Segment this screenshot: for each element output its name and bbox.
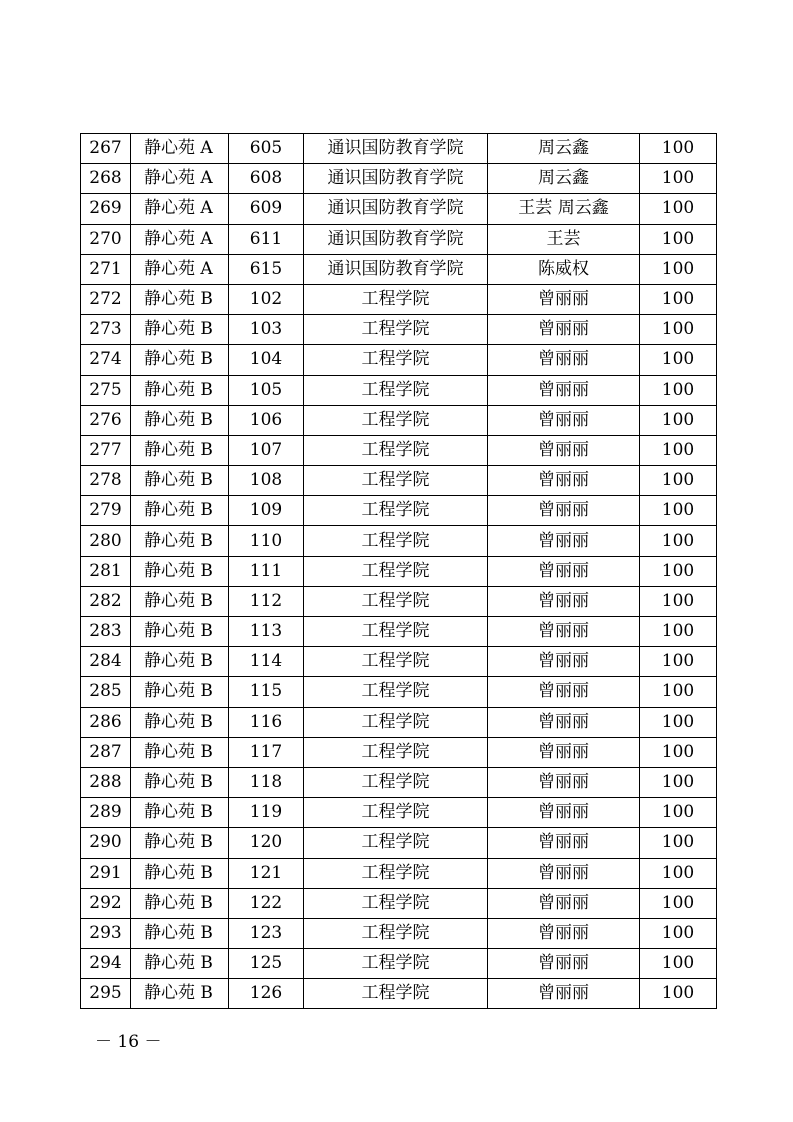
cell-number: 269 xyxy=(81,194,131,224)
cell-score: 100 xyxy=(640,284,717,314)
table-row xyxy=(81,949,717,979)
cell-dormitory: 静心苑 B xyxy=(131,496,229,526)
cell-number: 273 xyxy=(81,315,131,345)
cell-room: 110 xyxy=(229,526,304,556)
cell-college: 工程学院 xyxy=(304,979,488,1009)
cell-score: 100 xyxy=(640,737,717,767)
cell-score: 100 xyxy=(640,888,717,918)
cell-dormitory: 静心苑 B xyxy=(131,526,229,556)
table-row xyxy=(81,194,717,224)
table-row xyxy=(81,164,717,194)
cell-dormitory: 静心苑 B xyxy=(131,617,229,647)
cell-dormitory: 静心苑 B xyxy=(131,828,229,858)
cell-dormitory: 静心苑 B xyxy=(131,435,229,465)
cell-room: 106 xyxy=(229,405,304,435)
table-row xyxy=(81,254,717,284)
cell-college: 工程学院 xyxy=(304,767,488,797)
cell-dormitory: 静心苑 B xyxy=(131,466,229,496)
cell-responsible-person: 曾丽丽 xyxy=(488,677,640,707)
cell-score: 100 xyxy=(640,435,717,465)
cell-number: 280 xyxy=(81,526,131,556)
cell-score: 100 xyxy=(640,315,717,345)
cell-room: 111 xyxy=(229,556,304,586)
cell-college: 工程学院 xyxy=(304,858,488,888)
cell-dormitory: 静心苑 B xyxy=(131,737,229,767)
table-body xyxy=(81,134,717,1009)
table-row xyxy=(81,586,717,616)
cell-responsible-person: 曾丽丽 xyxy=(488,918,640,948)
cell-responsible-person: 曾丽丽 xyxy=(488,375,640,405)
cell-college: 通识国防教育学院 xyxy=(304,224,488,254)
table-row xyxy=(81,345,717,375)
cell-college: 通识国防教育学院 xyxy=(304,254,488,284)
cell-room: 116 xyxy=(229,707,304,737)
cell-responsible-person: 曾丽丽 xyxy=(488,979,640,1009)
cell-room: 615 xyxy=(229,254,304,284)
cell-score: 100 xyxy=(640,828,717,858)
cell-room: 123 xyxy=(229,918,304,948)
cell-college: 工程学院 xyxy=(304,798,488,828)
table-row xyxy=(81,134,717,164)
cell-number: 290 xyxy=(81,828,131,858)
cell-college: 工程学院 xyxy=(304,737,488,767)
table-row xyxy=(81,767,717,797)
cell-responsible-person: 曾丽丽 xyxy=(488,858,640,888)
table-row xyxy=(81,315,717,345)
cell-responsible-person: 曾丽丽 xyxy=(488,556,640,586)
cell-responsible-person: 曾丽丽 xyxy=(488,737,640,767)
cell-number: 279 xyxy=(81,496,131,526)
cell-responsible-person: 曾丽丽 xyxy=(488,345,640,375)
cell-dormitory: 静心苑 B xyxy=(131,918,229,948)
cell-responsible-person: 曾丽丽 xyxy=(488,617,640,647)
cell-responsible-person: 曾丽丽 xyxy=(488,767,640,797)
cell-number: 291 xyxy=(81,858,131,888)
cell-responsible-person: 王芸 xyxy=(488,224,640,254)
cell-score: 100 xyxy=(640,918,717,948)
cell-score: 100 xyxy=(640,858,717,888)
cell-college: 工程学院 xyxy=(304,586,488,616)
cell-room: 122 xyxy=(229,888,304,918)
cell-dormitory: 静心苑 B xyxy=(131,707,229,737)
table-row xyxy=(81,284,717,314)
cell-room: 107 xyxy=(229,435,304,465)
cell-number: 293 xyxy=(81,918,131,948)
cell-number: 289 xyxy=(81,798,131,828)
cell-dormitory: 静心苑 B xyxy=(131,677,229,707)
cell-number: 272 xyxy=(81,284,131,314)
cell-responsible-person: 曾丽丽 xyxy=(488,435,640,465)
cell-score: 100 xyxy=(640,556,717,586)
cell-dormitory: 静心苑 A xyxy=(131,134,229,164)
cell-responsible-person: 曾丽丽 xyxy=(488,284,640,314)
cell-college: 工程学院 xyxy=(304,677,488,707)
cell-dormitory: 静心苑 B xyxy=(131,647,229,677)
table-row xyxy=(81,375,717,405)
table-row xyxy=(81,798,717,828)
cell-room: 605 xyxy=(229,134,304,164)
cell-number: 286 xyxy=(81,707,131,737)
cell-college: 工程学院 xyxy=(304,647,488,677)
table-row xyxy=(81,556,717,586)
cell-score: 100 xyxy=(640,375,717,405)
cell-score: 100 xyxy=(640,224,717,254)
table-row xyxy=(81,737,717,767)
cell-score: 100 xyxy=(640,345,717,375)
cell-number: 292 xyxy=(81,888,131,918)
cell-room: 117 xyxy=(229,737,304,767)
table-row xyxy=(81,435,717,465)
cell-responsible-person: 周云鑫 xyxy=(488,164,640,194)
cell-dormitory: 静心苑 B xyxy=(131,315,229,345)
cell-score: 100 xyxy=(640,134,717,164)
cell-room: 104 xyxy=(229,345,304,375)
table-row xyxy=(81,918,717,948)
cell-room: 112 xyxy=(229,586,304,616)
table-row xyxy=(81,496,717,526)
cell-dormitory: 静心苑 B xyxy=(131,767,229,797)
cell-dormitory: 静心苑 B xyxy=(131,888,229,918)
cell-dormitory: 静心苑 A xyxy=(131,254,229,284)
cell-room: 108 xyxy=(229,466,304,496)
cell-responsible-person: 曾丽丽 xyxy=(488,888,640,918)
cell-score: 100 xyxy=(640,979,717,1009)
cell-dormitory: 静心苑 B xyxy=(131,375,229,405)
cell-college: 工程学院 xyxy=(304,888,488,918)
cell-room: 109 xyxy=(229,496,304,526)
cell-college: 工程学院 xyxy=(304,466,488,496)
cell-room: 120 xyxy=(229,828,304,858)
cell-responsible-person: 曾丽丽 xyxy=(488,526,640,556)
table-row xyxy=(81,617,717,647)
cell-score: 100 xyxy=(640,586,717,616)
cell-room: 118 xyxy=(229,767,304,797)
cell-college: 工程学院 xyxy=(304,375,488,405)
cell-score: 100 xyxy=(640,466,717,496)
table-row xyxy=(81,979,717,1009)
cell-number: 283 xyxy=(81,617,131,647)
cell-number: 281 xyxy=(81,556,131,586)
cell-college: 工程学院 xyxy=(304,918,488,948)
cell-college: 工程学院 xyxy=(304,435,488,465)
cell-score: 100 xyxy=(640,617,717,647)
cell-room: 115 xyxy=(229,677,304,707)
cell-score: 100 xyxy=(640,677,717,707)
cell-college: 工程学院 xyxy=(304,949,488,979)
cell-score: 100 xyxy=(640,767,717,797)
cell-college: 工程学院 xyxy=(304,315,488,345)
cell-score: 100 xyxy=(640,194,717,224)
cell-number: 276 xyxy=(81,405,131,435)
table-row xyxy=(81,647,717,677)
cell-room: 113 xyxy=(229,617,304,647)
cell-college: 工程学院 xyxy=(304,284,488,314)
table-row xyxy=(81,224,717,254)
cell-dormitory: 静心苑 B xyxy=(131,345,229,375)
cell-dormitory: 静心苑 B xyxy=(131,586,229,616)
table-row xyxy=(81,466,717,496)
cell-number: 274 xyxy=(81,345,131,375)
cell-number: 271 xyxy=(81,254,131,284)
cell-room: 608 xyxy=(229,164,304,194)
cell-responsible-person: 曾丽丽 xyxy=(488,707,640,737)
cell-college: 工程学院 xyxy=(304,496,488,526)
cell-number: 285 xyxy=(81,677,131,707)
cell-dormitory: 静心苑 B xyxy=(131,556,229,586)
cell-number: 267 xyxy=(81,134,131,164)
cell-college: 工程学院 xyxy=(304,707,488,737)
cell-number: 294 xyxy=(81,949,131,979)
cell-responsible-person: 曾丽丽 xyxy=(488,405,640,435)
cell-number: 268 xyxy=(81,164,131,194)
cell-number: 295 xyxy=(81,979,131,1009)
cell-dormitory: 静心苑 B xyxy=(131,979,229,1009)
cell-room: 119 xyxy=(229,798,304,828)
cell-room: 102 xyxy=(229,284,304,314)
cell-room: 103 xyxy=(229,315,304,345)
cell-score: 100 xyxy=(640,405,717,435)
cell-score: 100 xyxy=(640,798,717,828)
cell-score: 100 xyxy=(640,707,717,737)
cell-room: 125 xyxy=(229,949,304,979)
table-row xyxy=(81,707,717,737)
cell-dormitory: 静心苑 B xyxy=(131,405,229,435)
table-row xyxy=(81,526,717,556)
cell-number: 270 xyxy=(81,224,131,254)
cell-college: 工程学院 xyxy=(304,526,488,556)
cell-college: 工程学院 xyxy=(304,556,488,586)
table-row xyxy=(81,858,717,888)
cell-score: 100 xyxy=(640,647,717,677)
cell-college: 通识国防教育学院 xyxy=(304,194,488,224)
cell-room: 611 xyxy=(229,224,304,254)
cell-college: 通识国防教育学院 xyxy=(304,134,488,164)
cell-responsible-person: 曾丽丽 xyxy=(488,586,640,616)
cell-responsible-person: 曾丽丽 xyxy=(488,496,640,526)
cell-number: 287 xyxy=(81,737,131,767)
cell-responsible-person: 陈威权 xyxy=(488,254,640,284)
cell-responsible-person: 周云鑫 xyxy=(488,134,640,164)
cell-score: 100 xyxy=(640,526,717,556)
cell-score: 100 xyxy=(640,496,717,526)
cell-college: 工程学院 xyxy=(304,345,488,375)
cell-score: 100 xyxy=(640,164,717,194)
cell-dormitory: 静心苑 A xyxy=(131,164,229,194)
table-row xyxy=(81,405,717,435)
cell-responsible-person: 曾丽丽 xyxy=(488,647,640,677)
cell-responsible-person: 王芸 周云鑫 xyxy=(488,194,640,224)
cell-dormitory: 静心苑 A xyxy=(131,194,229,224)
cell-college: 工程学院 xyxy=(304,828,488,858)
cell-responsible-person: 曾丽丽 xyxy=(488,315,640,345)
cell-responsible-person: 曾丽丽 xyxy=(488,798,640,828)
cell-college: 通识国防教育学院 xyxy=(304,164,488,194)
cell-number: 282 xyxy=(81,586,131,616)
cell-responsible-person: 曾丽丽 xyxy=(488,466,640,496)
table-row xyxy=(81,677,717,707)
cell-number: 288 xyxy=(81,767,131,797)
table-row xyxy=(81,888,717,918)
cell-dormitory: 静心苑 B xyxy=(131,798,229,828)
inspection-results-table xyxy=(80,133,717,1009)
cell-score: 100 xyxy=(640,254,717,284)
cell-dormitory: 静心苑 A xyxy=(131,224,229,254)
page-number: － 16 － xyxy=(95,1032,162,1052)
cell-college: 工程学院 xyxy=(304,617,488,647)
cell-room: 105 xyxy=(229,375,304,405)
cell-room: 609 xyxy=(229,194,304,224)
cell-dormitory: 静心苑 B xyxy=(131,284,229,314)
cell-number: 275 xyxy=(81,375,131,405)
table-row xyxy=(81,828,717,858)
cell-number: 277 xyxy=(81,435,131,465)
cell-score: 100 xyxy=(640,949,717,979)
cell-dormitory: 静心苑 B xyxy=(131,858,229,888)
cell-number: 284 xyxy=(81,647,131,677)
cell-dormitory: 静心苑 B xyxy=(131,949,229,979)
cell-responsible-person: 曾丽丽 xyxy=(488,828,640,858)
cell-responsible-person: 曾丽丽 xyxy=(488,949,640,979)
cell-number: 278 xyxy=(81,466,131,496)
cell-college: 工程学院 xyxy=(304,405,488,435)
cell-room: 126 xyxy=(229,979,304,1009)
cell-room: 114 xyxy=(229,647,304,677)
cell-room: 121 xyxy=(229,858,304,888)
